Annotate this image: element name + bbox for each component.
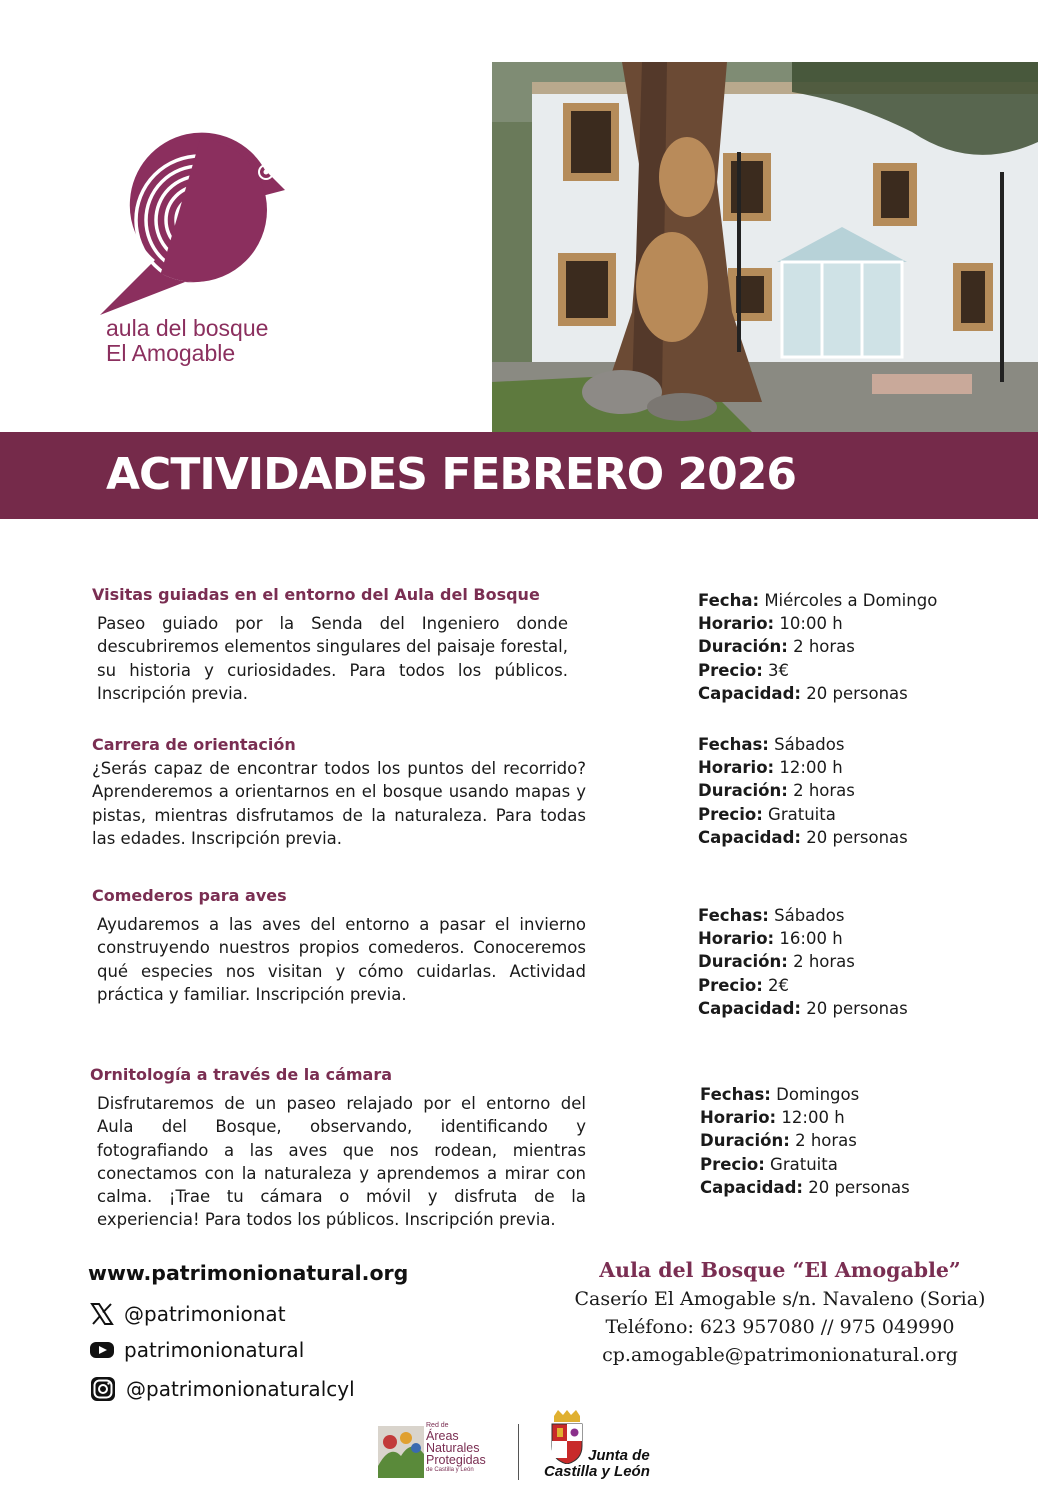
activity-description: Disfrutaremos de un paseo relajado por el entorno del Aula del Bosque, observando, identificando y fotografiando a las aves que nos rodean, mientras conectamos con la naturaleza y aprendemos a mirar con calma. ¡Trae tu cámara o móvil y disfruta de la experiencia! Para todos los públicos. Inscripción previa.: [97, 1094, 586, 1230]
activity-title: Comederos para aves: [92, 886, 287, 905]
red-areas-naturales-text: Red de Áreas Naturales Protegidas de Castilla y León: [426, 1422, 486, 1473]
info-row: Fechas: Sábados: [698, 906, 845, 925]
contact-title: Aula del Bosque “El Amogable”: [599, 1258, 961, 1282]
activity-info: [700, 1083, 910, 1199]
info-row: Duración: 2 horas: [698, 637, 855, 657]
activity-title: Visitas guiadas en el entorno del Aula del Bosque: [92, 585, 540, 604]
x-icon: [90, 1303, 114, 1325]
contact-email[interactable]: cp.amogable@patrimonionatural.org: [602, 1344, 958, 1366]
info-row: Duración: 2 horas: [698, 952, 855, 972]
info-row: Fechas: Sábados: [698, 735, 845, 754]
activity-title: Carrera de orientación: [92, 735, 296, 754]
info-row: Capacidad: 20 personas: [698, 827, 908, 847]
info-row: Fecha: Miércoles a Domingo: [698, 591, 938, 610]
info-row: Precio: 2€: [698, 975, 790, 995]
website-link[interactable]: www.patrimonionatural.org: [88, 1261, 409, 1285]
info-row: Duración: 2 horas: [700, 1131, 857, 1151]
contact-block: [560, 1255, 1000, 1369]
social-handle: patrimonionatural: [124, 1338, 305, 1362]
activity-description: Ayudaremos a las aves del entorno a pasar el invierno construyendo nuestros propios comederos. Conoceremos qué especies nos visitan y cómo cuidarlas. Actividad práctica y familiar. Inscripción previa.: [97, 915, 586, 1004]
activity-description: ¿Serás capaz de encontrar todos los puntos del recorrido? Aprenderemos a orientarnos en el bosque usando mapas y pistas, mientras disfrutamos de la naturaleza. Para todas las edades. Inscripción previa.: [92, 759, 586, 848]
social-instagram[interactable]: [90, 1376, 355, 1402]
activity-description: Paseo guiado por la Senda del Ingeniero donde descubriremos elementos singulares del paisaje forestal, su historia y curiosidades. Para todos los públicos. Inscripción previa.: [97, 614, 568, 703]
social-handle: @patrimonionaturalcyl: [126, 1377, 355, 1401]
junta-text: Junta de Castilla y León: [544, 1447, 650, 1480]
info-row: Precio: Gratuita: [698, 804, 836, 824]
partner-logos: [378, 1408, 668, 1488]
page-title: ACTIVIDADES FEBRERO 2026: [106, 449, 796, 500]
activity-info: [698, 589, 937, 705]
youtube-icon: [90, 1340, 114, 1360]
info-row: Capacidad: 20 personas: [700, 1177, 910, 1197]
info-row: Fechas: Domingos: [700, 1085, 860, 1104]
activity-info: [698, 733, 908, 849]
instagram-icon: [90, 1376, 116, 1402]
logo-line-2: El Amogable: [106, 340, 236, 366]
info-row: Horario: 10:00 h: [698, 614, 843, 634]
social-handle: @patrimonionat: [124, 1302, 286, 1326]
building-photo: [492, 62, 1038, 432]
social-x[interactable]: [90, 1302, 286, 1326]
info-row: Precio: 3€: [698, 660, 790, 680]
logo-line-1: aula del bosque: [106, 315, 269, 341]
social-youtube[interactable]: [90, 1338, 304, 1362]
info-row: Precio: Gratuita: [700, 1154, 838, 1174]
logo-divider: [518, 1424, 519, 1480]
info-row: Capacidad: 20 personas: [698, 998, 908, 1018]
activity-title: Ornitología a través de la cámara: [90, 1065, 393, 1084]
activity-info: [698, 904, 908, 1020]
info-row: Duración: 2 horas: [698, 781, 855, 801]
info-row: Capacidad: 20 personas: [698, 683, 908, 703]
contact-address: Caserío El Amogable s/n. Navaleno (Soria): [574, 1288, 986, 1310]
contact-phone: Teléfono: 623 957080 // 975 049990: [605, 1316, 955, 1338]
red-areas-naturales-logo-icon: [378, 1426, 424, 1478]
info-row: Horario: 12:00 h: [700, 1108, 845, 1128]
info-row: Horario: 12:00 h: [698, 758, 843, 778]
info-row: Horario: 16:00 h: [698, 929, 843, 949]
logo-wordmark: [106, 316, 268, 366]
